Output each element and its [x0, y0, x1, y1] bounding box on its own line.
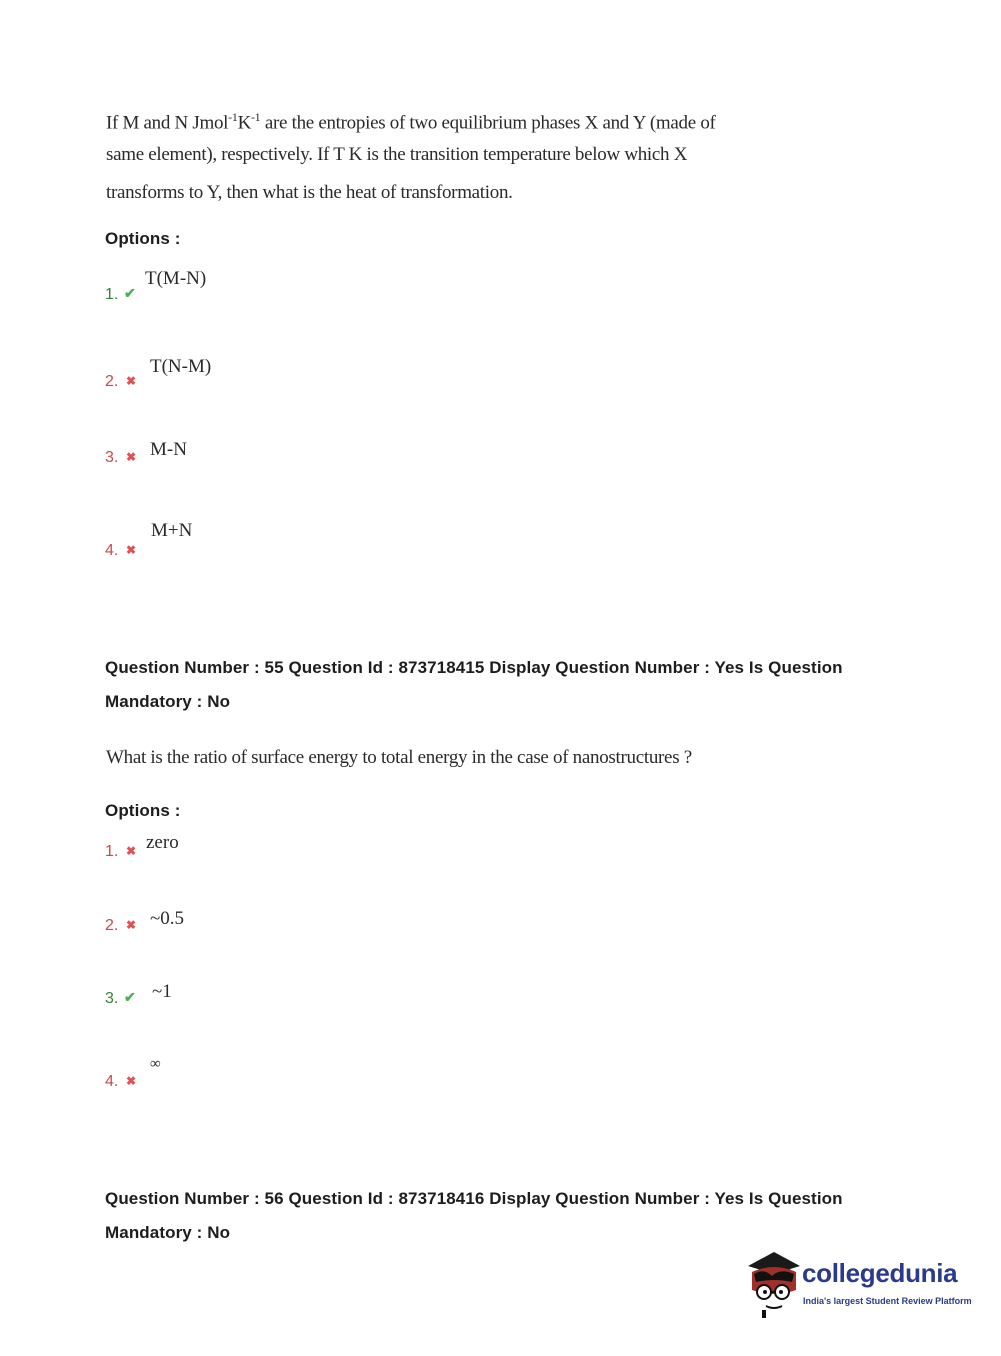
q55-text: What is the ratio of surface energy to total energy in the case of nanostructures ?	[106, 747, 692, 768]
q55-meta-line2: Mandatory : No	[105, 692, 231, 711]
option-text: T(M-N)	[145, 268, 207, 289]
option-number: 2.	[105, 373, 119, 390]
check-icon: ✔	[124, 285, 136, 301]
logo-wordmark: collegedunia	[802, 1258, 958, 1288]
q56-meta	[105, 1182, 905, 1250]
q56-meta-line1: Question Number : 56 Question Id : 873718416 Display Question Number : Yes Is Question	[105, 1189, 843, 1208]
q54-text-line2: same element), respectively. If T K is the transition temperature below which X	[106, 144, 688, 165]
check-icon: ✔	[124, 989, 136, 1005]
q55-options-label: Options :	[105, 801, 181, 820]
collegedunia-logo	[744, 1250, 974, 1320]
option-text: ~1	[152, 981, 172, 1002]
option-number: 4.	[105, 542, 119, 559]
option-text: T(N-M)	[150, 356, 212, 377]
q56-meta-line2: Mandatory : No	[105, 1223, 231, 1242]
option-number: 3.	[105, 449, 119, 466]
q55-meta-line1: Question Number : 55 Question Id : 873718415 Display Question Number : Yes Is Question	[105, 658, 843, 677]
option-number: 1.	[105, 286, 119, 303]
option-text: zero	[146, 832, 179, 853]
option-number: 2.	[105, 917, 119, 934]
option-text: ∞	[150, 1056, 161, 1072]
q54-text-line3: transforms to Y, then what is the heat of transformation.	[106, 182, 513, 203]
q54-options-label: Options :	[105, 229, 181, 248]
cross-icon: ✖	[126, 450, 137, 464]
cross-icon: ✖	[126, 844, 137, 858]
option-text: ~0.5	[150, 908, 185, 929]
mascot-icon	[744, 1250, 804, 1320]
logo-tagline: India's largest Student Review Platform	[803, 1296, 972, 1306]
q54-text-line1: If M and N $Jmol^{-1}K^{-1}$ are the entropies of two equilibrium phases X and Y (made of	[106, 110, 716, 134]
q55-meta	[105, 651, 905, 719]
option-number: 4.	[105, 1073, 119, 1090]
cross-icon: ✖	[126, 1074, 137, 1088]
option-number: 3.	[105, 990, 119, 1007]
option-text: M-N	[150, 439, 187, 460]
cross-icon: ✖	[126, 918, 137, 932]
option-number: 1.	[105, 843, 119, 860]
option-text: M+N	[151, 520, 193, 541]
cross-icon: ✖	[126, 543, 137, 557]
cross-icon: ✖	[126, 374, 137, 388]
